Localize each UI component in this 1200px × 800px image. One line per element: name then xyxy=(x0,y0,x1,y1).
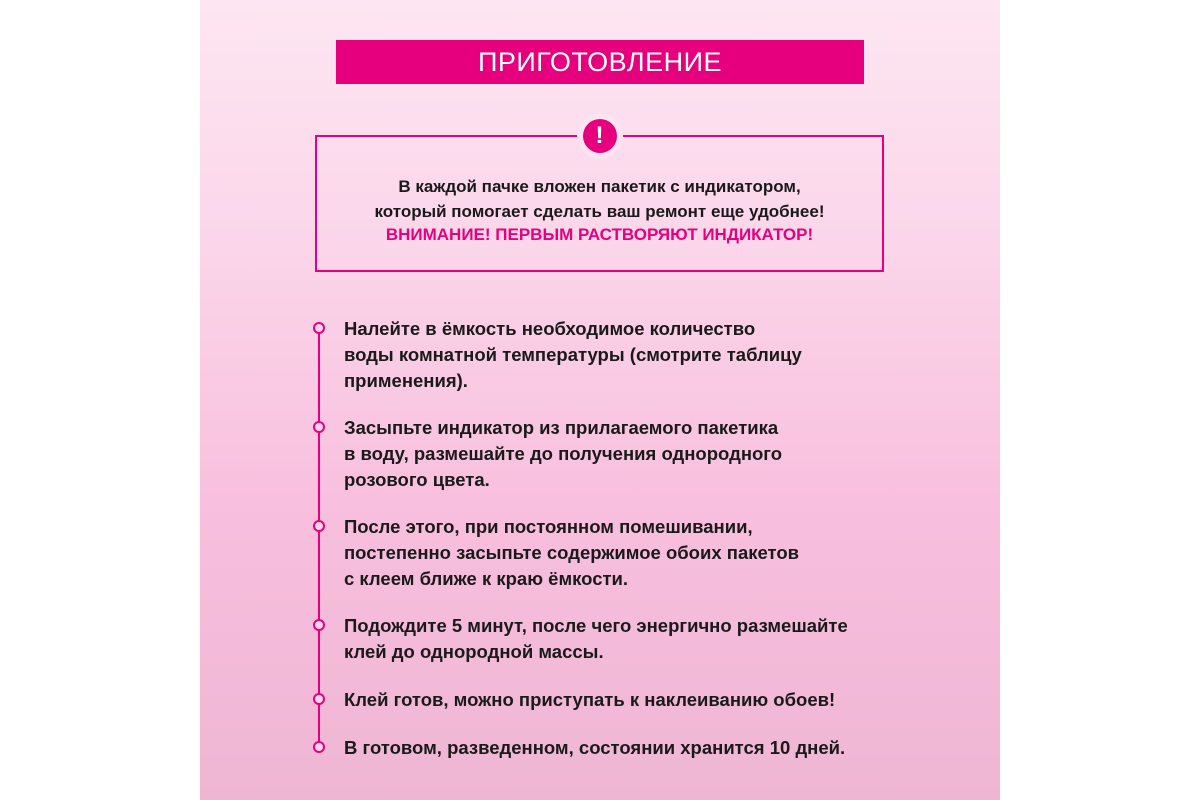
notice-text xyxy=(317,174,882,224)
step-line: После этого, при постоянном помешивании, xyxy=(344,516,753,537)
step-4 xyxy=(344,613,944,665)
notice-box xyxy=(315,122,884,272)
section-title: ПРИГОТОВЛЕНИЕ xyxy=(336,40,864,84)
step-line: воды комнатной температуры (смотрите таблицу xyxy=(344,344,802,365)
timeline-dot xyxy=(313,741,325,753)
timeline-dot xyxy=(313,619,325,631)
step-line: постепенно засыпьте содержимое обоих пакетов xyxy=(344,542,800,563)
step-1 xyxy=(344,316,944,394)
step-line: Подождите 5 минут, после чего энергично размешайте xyxy=(344,615,848,636)
timeline-dot xyxy=(313,520,325,532)
notice-line: В каждой пачке вложен пакетик с индикатором, xyxy=(398,177,801,196)
step-line: применения). xyxy=(344,370,468,391)
step-line: розового цвета. xyxy=(344,469,490,490)
instruction-panel xyxy=(200,0,1000,800)
timeline-dot xyxy=(313,693,325,705)
step-3 xyxy=(344,514,944,592)
step-2 xyxy=(344,415,944,493)
step-line: с клеем ближе к краю ёмкости. xyxy=(344,568,629,589)
timeline-line xyxy=(318,330,320,748)
step-line: Засыпьте индикатор из прилагаемого пакетика xyxy=(344,417,779,438)
step-line: в воду, размешайте до получения однородного xyxy=(344,443,783,464)
timeline-dot xyxy=(313,421,325,433)
step-line: Клей готов, можно приступать к наклеиванию обоев! xyxy=(344,689,836,710)
step-line: Налейте в ёмкость необходимое количество xyxy=(344,318,756,339)
step-6 xyxy=(344,735,944,761)
step-line: В готовом, разведенном, состоянии хранится 10 дней. xyxy=(344,737,846,758)
step-line: клей до однородной массы. xyxy=(344,641,604,662)
notice-line: который помогает сделать ваш ремонт еще удобнее! xyxy=(374,202,825,221)
timeline-dot xyxy=(313,322,325,334)
step-5 xyxy=(344,687,944,713)
notice-warning: ВНИМАНИЕ! ПЕРВЫМ РАСТВОРЯЮТ ИНДИКАТОР! xyxy=(385,225,814,244)
exclamation-icon: ! xyxy=(583,119,617,153)
